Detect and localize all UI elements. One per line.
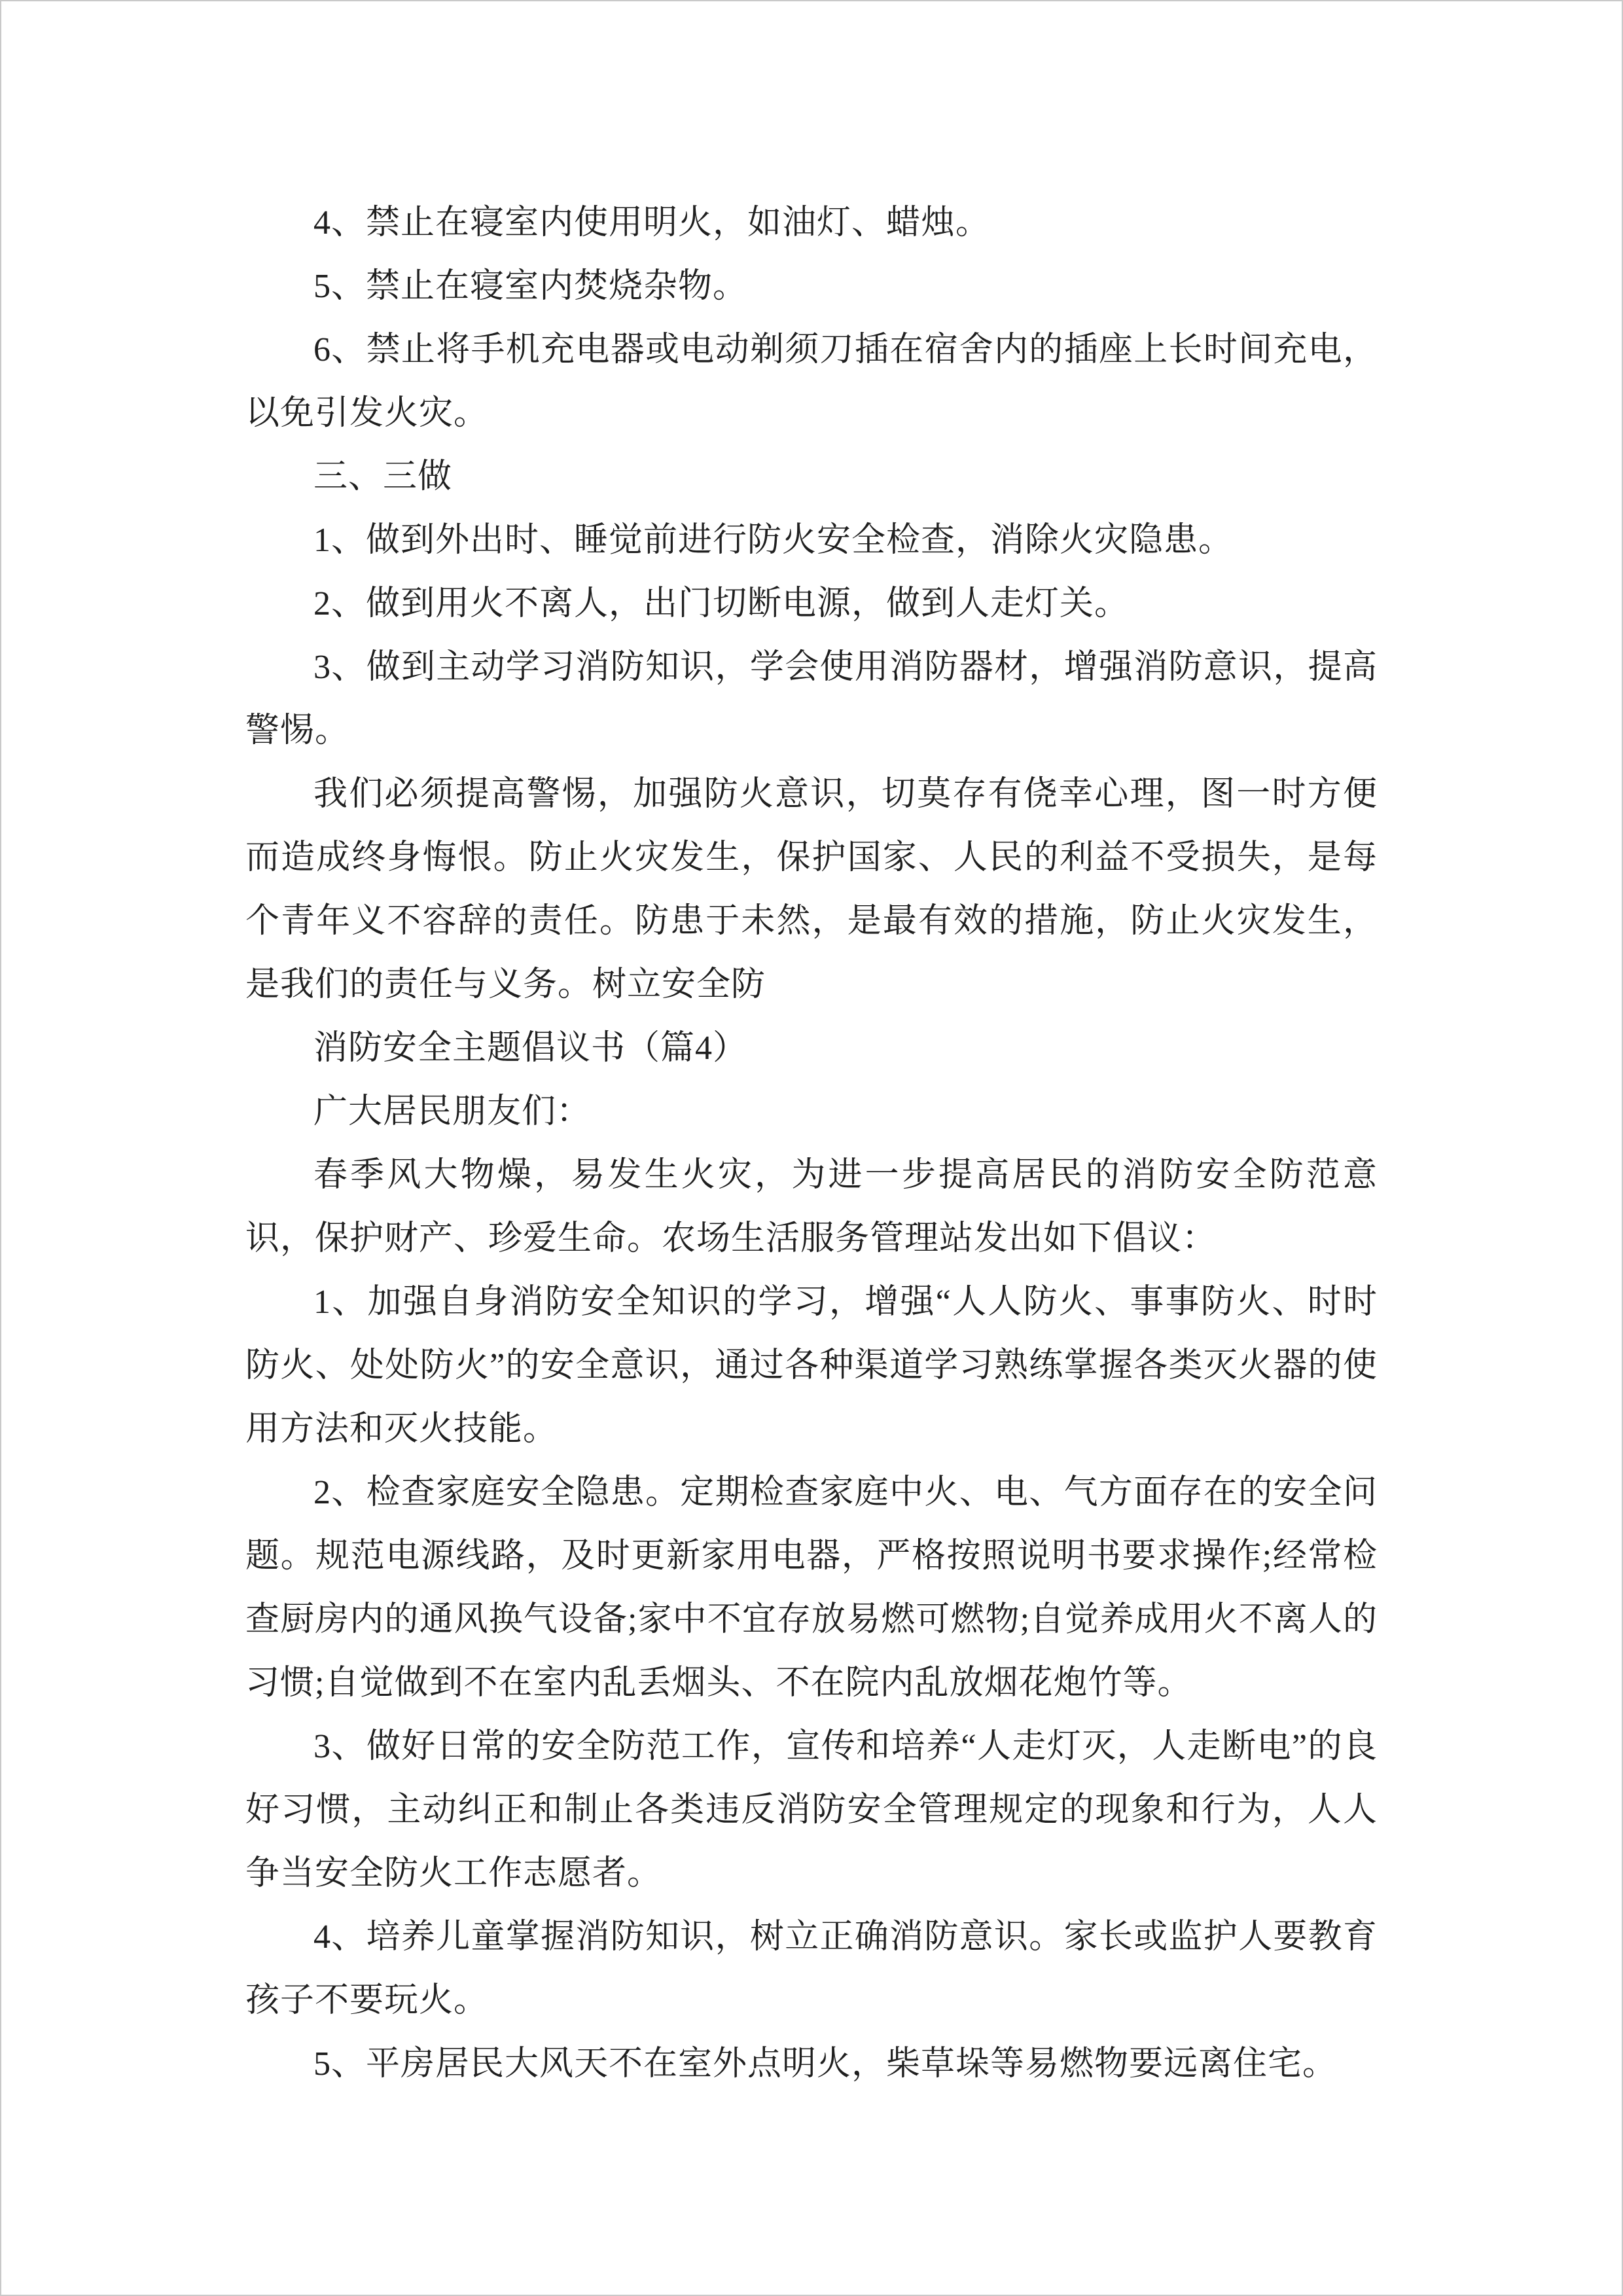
paragraph: 春季风大物燥，易发生火灾，为进一步提高居民的消防安全防范意识，保护财产、珍爱生命。农场生活服务管理站发出如下倡议： (245, 1157, 1378, 1257)
paragraph: 消防安全主题倡议书（篇4） (313, 1030, 748, 1067)
paragraph: 4、培养儿童掌握消防知识，树立正确消防意识。家长或监护人要教育孩子不要玩火。 (245, 1918, 1378, 2019)
paragraph: 广大居民朋友们： (313, 1093, 592, 1130)
paragraph: 4、禁止在寝室内使用明火，如油灯、蜡烛。 (313, 204, 991, 242)
paragraph: 6、禁止将手机充电器或电动剃须刀插在宿舍内的插座上长时间充电，以免引发火灾。 (245, 331, 1378, 432)
paragraph: 3、做好日常的安全防范工作，宣传和培养“人走灯灭，人走断电”的良好习惯，主动纠正和制止各类违反消防安全管理规定的现象和行为，人人争当安全防火工作志愿者。 (245, 1728, 1378, 1892)
paragraph: 1、加强自身消防安全知识的学习，增强“人人防火、事事防火、时时防火、处处防火”的安全意识，通过各种渠道学习熟练掌握各类灭火器的使用方法和灭火技能。 (245, 1283, 1378, 1448)
paragraph: 三、三做 (313, 458, 453, 495)
paragraph: 2、做到用火不离人，出门切断电源，做到人走灯关。 (313, 585, 1130, 622)
paragraph: 3、做到主动学习消防知识，学会使用消防器材，增强消防意识，提高警惕。 (245, 649, 1378, 749)
paragraph: 2、检查家庭安全隐患。定期检查家庭中火、电、气方面存在的安全问题。规范电源线路，及时更新家用电器，严格按照说明书要求操作;经常检查厨房内的通风换气设备;家中不宜存放易燃可燃物;自觉养成用火不离人的习惯;自觉做到不在室内乱丢烟头、不在院内乱放烟花炮竹等。 (245, 1474, 1378, 1702)
paragraph: 5、禁止在寝室内焚烧杂物。 (313, 268, 748, 305)
document-body (245, 191, 1378, 2096)
paragraph: 1、做到外出时、睡觉前进行防火安全检查，消除火灾隐患。 (313, 522, 1234, 559)
paragraph: 5、平房居民大风天不在室外点明火，柴草垛等易燃物要远离住宅。 (313, 2045, 1338, 2083)
paragraph: 我们必须提高警惕，加强防火意识，切莫存有侥幸心理，图一时方便而造成终身悔恨。防止火灾发生，保护国家、人民的利益不受损失，是每个青年义不容辞的责任。防患于未然，是最有效的措施，防止火灾发生，是我们的责任与义务。树立安全防 (245, 776, 1378, 1003)
